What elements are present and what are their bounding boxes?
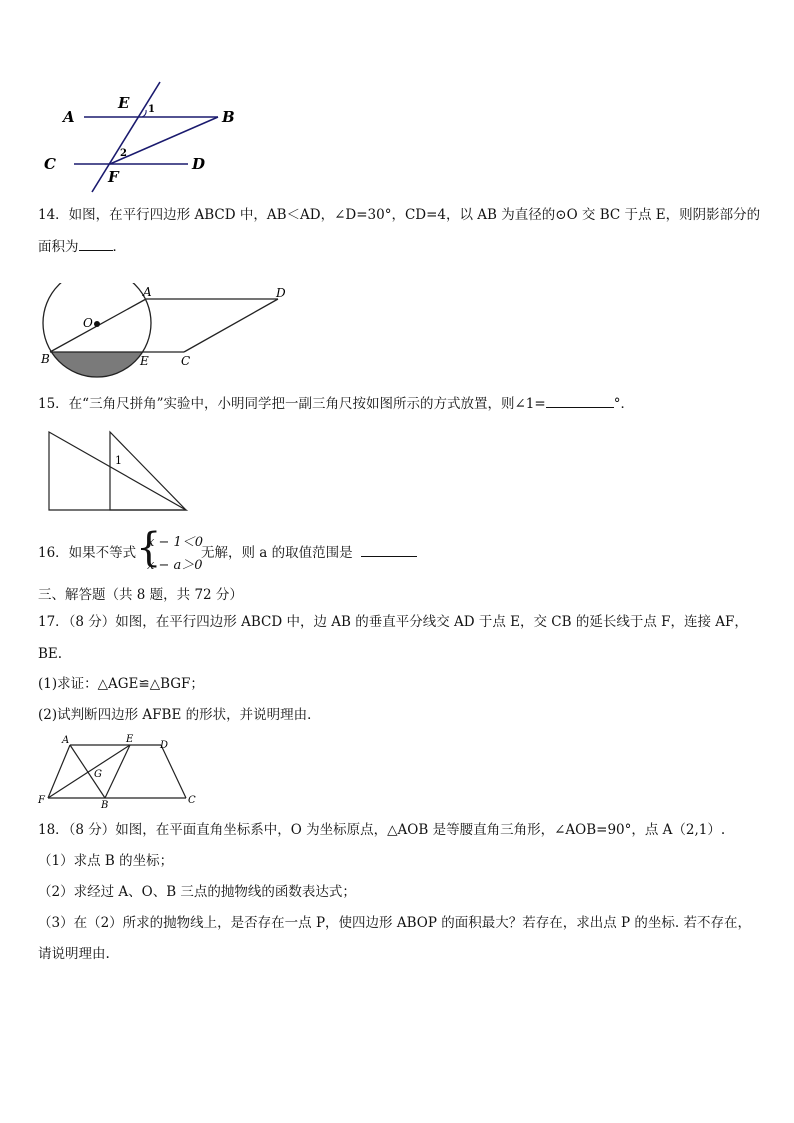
q15-answer-blank[interactable] — [546, 407, 614, 408]
q16-answer-blank[interactable] — [361, 556, 417, 557]
q17-line2: BE. — [38, 646, 63, 662]
q14-line2-pre: 面积为 — [38, 239, 79, 255]
figure-parallelogram-AFBE — [36, 733, 211, 808]
q16-pre: 16．如果不等式 — [38, 545, 137, 561]
label-E: E — [126, 734, 134, 745]
q15-text-post: °． — [613, 396, 634, 412]
line-AF — [48, 745, 70, 798]
line-DC — [184, 299, 278, 352]
center-O-dot — [94, 321, 100, 327]
label-A: A — [63, 108, 75, 126]
q14-line2 — [38, 241, 126, 255]
q14-line2-post: ． — [112, 239, 126, 255]
label-O: O — [83, 316, 93, 330]
label-F: F — [38, 795, 45, 806]
label-A: A — [62, 735, 70, 746]
label-A: A — [143, 285, 152, 299]
label-F: F — [108, 168, 119, 186]
triangle-left — [49, 432, 186, 510]
q14-answer-blank[interactable] — [79, 250, 113, 251]
label-2: 2 — [120, 148, 127, 159]
label-B: B — [222, 108, 235, 126]
figure-circle-parallelogram — [36, 283, 296, 383]
q16-inequality-2: x − a＞0 — [147, 558, 203, 573]
triangle-right — [110, 432, 186, 510]
label-D: D — [160, 740, 169, 751]
label-B: B — [101, 800, 109, 808]
q15-text-pre: 15．在“三角尺拼角”实验中，小明同学把一副三角尺按如图所示的方式放置，则∠1= — [38, 396, 546, 412]
q18-part2: （2）求经过 A、O、B 三点的抛物线的函数表达式； — [38, 884, 356, 900]
label-1: 1 — [148, 104, 155, 115]
q16-inequality-1: x − 1＜0 — [147, 535, 204, 550]
label-G: G — [94, 769, 102, 780]
q18-part4: 请说明理由. — [38, 946, 110, 962]
q14-line1: 14．如图，在平行四边形 ABCD 中，AB＜AD，∠D=30°，CD=4，以 AB 为直径的⊙O 交 BC 于点 E，则阴影部分的 — [38, 207, 761, 223]
figure-set-squares — [44, 428, 194, 516]
q18-line1: 18．（8 分）如图，在平面直角坐标系中，O 为坐标原点，△AOB 是等腰直角三角形，∠AOB=90°，点 A（2,1）. — [38, 822, 726, 838]
q15-text — [38, 398, 634, 412]
q17-part2: (2)试判断四边形 AFBE 的形状，并说明理由． — [38, 707, 321, 723]
label-E: E — [118, 94, 130, 112]
label-B: B — [41, 352, 50, 366]
label-D: D — [276, 286, 286, 300]
q18-part3: （3）在（2）所求的抛物线上，是否存在一点 P，使四边形 ABOP 的面积最大？若存在，求出点 P 的坐标. 若不存在， — [38, 915, 751, 931]
q17-line1: 17．（8 分）如图，在平行四边形 ABCD 中，边 AB 的垂直平分线交 AD 于点 E，交 CB 的延长线于点 F，连接 AF， — [38, 614, 748, 630]
label-E: E — [140, 354, 149, 368]
line-DC — [161, 745, 186, 798]
figure-parallel-lines — [38, 78, 248, 198]
label-C: C — [44, 155, 56, 173]
q17-part1: (1)求证：△AGE≌△BGF； — [38, 676, 204, 692]
label-D: D — [192, 155, 206, 173]
q16-post — [201, 547, 417, 561]
q16-brace: { — [136, 525, 162, 571]
q16-post-text: 无解，则 a 的取值范围是 — [201, 545, 353, 561]
q18-part1: （1）求点 B 的坐标； — [38, 853, 174, 869]
label-1: 1 — [115, 454, 122, 467]
label-C: C — [188, 795, 196, 806]
label-C: C — [181, 354, 191, 368]
section-heading: 三、解答题（共 8 题，共 72 分） — [38, 587, 243, 603]
